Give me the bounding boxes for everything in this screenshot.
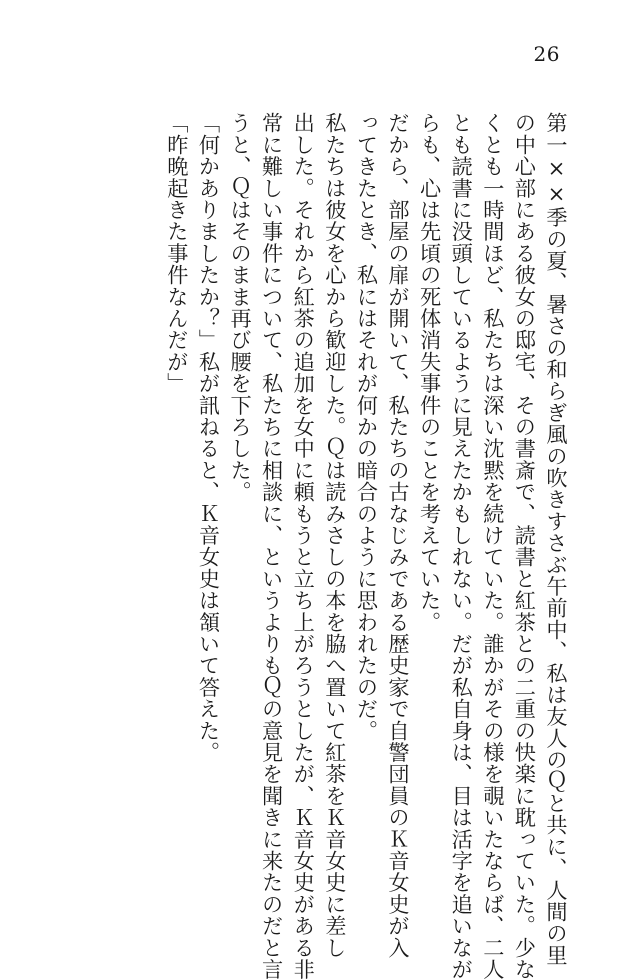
text-line: とも読書に没頭しているように見えたかもしれない。だが私自身は、目は活字を追いなが xyxy=(449,112,475,980)
text-line: うと、Ｑはそのまま再び腰を下ろした。 xyxy=(228,112,254,503)
text-line: 私たちは彼女を心から歓迎した。Ｑは読みさしの本を脇へ置いて紅茶をＫ音女史に差し xyxy=(322,112,348,959)
text-line: の中心部にある彼女の邸宅、その書斎で、読書と紅茶との二重の快楽に耽っていた。少な xyxy=(512,112,538,980)
text-line: らも、心は先頃の死体消失事件のことを考えていた。 xyxy=(417,112,443,633)
text-line: だから、部屋の扉が開いて、私たちの古なじみである歴史家で自警団員のＫ音女史が入 xyxy=(386,112,412,959)
text-line: 第一××季の夏、暑さの和らぎ風の吹きすさぶ午前中、私は友人のＱと共に、人間の里 xyxy=(544,112,569,966)
text-line: 「昨晩起きた事件なんだが」 xyxy=(164,112,190,395)
text-line: 常に難しい事件について、私たちに相談に、というよりもＱの意見を聞きに来たのだと言 xyxy=(259,112,285,980)
text-line: くとも一時間ほど、私たちは深い沈黙を続けていた。誰かがその様を覗いたならば、二人 xyxy=(480,112,506,980)
body-text xyxy=(161,112,572,980)
text-line: 「何かありましたか？」私が訊ねると、Ｋ音女史は頷いて答えた。 xyxy=(196,112,222,763)
text-line: 出した。それから紅茶の追加を女中に頼もうと立ち上がろうとしたが、Ｋ音女史がある非 xyxy=(291,112,317,980)
page-number: 26 xyxy=(533,42,560,66)
text-line: ってきたとき、私にはそれが何かの暗合のように思われたのだ。 xyxy=(354,112,380,742)
